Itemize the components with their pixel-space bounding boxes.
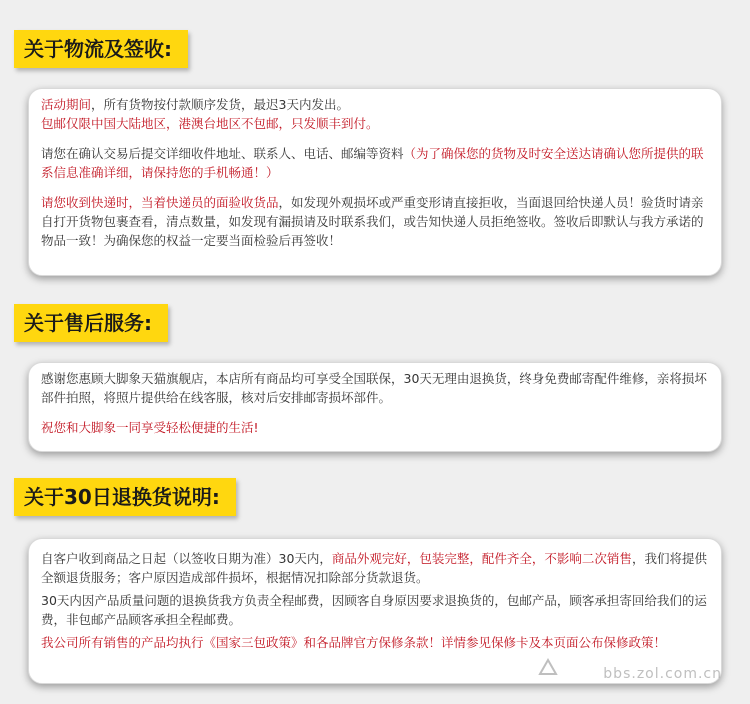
warranty-text: 感谢您惠顾大脚象天猫旗舰店，本店所有商品均可享受全国联保，30天无理由退换货，终身免费邮寄配件维修，亲将损坏部件拍照，将照片提供给在线客服，核对后安排邮寄损坏部件。	[41, 371, 707, 405]
inspect-on-delivery-note: 请您收到快递时，当着快递员的面验收货品	[41, 195, 279, 210]
returns-paragraph-1	[41, 549, 709, 587]
watermark-text: bbs.zol.com.cn	[603, 666, 722, 682]
address-request-text: 请您在确认交易后提交详细收件地址、联系人、电话、邮编等资料	[41, 146, 404, 161]
shipping-order-text: ，所有货物按付款顺序发货，最迟3天内发出。	[91, 97, 349, 112]
returns-paragraph-2: 30天内因产品质量问题的退换货我方负责全程邮费，因顾客自身原因要求退换货的，包邮产品，顾客承担寄回给我们的运费，非包邮产品顾客承担全程邮费。	[41, 593, 707, 627]
shipping-section-title: 关于物流及签收:	[14, 30, 188, 68]
inspection-instructions: ，如发现外观损坏或严重变形请直接拒收，当面退回给快递人员！验货时请亲自打开货物包裹查看，清点数量，如发现有漏损请及时联系我们，或告知快递人员拒绝签收。签收后即默认与我方承诺的物品一致！为确保您的权益一定要当面检验后再签收！	[41, 195, 704, 248]
return-conditions: 商品外观完好，包装完整，配件齐全，不影响二次销售	[331, 551, 632, 566]
after-sales-section-title: 关于售后服务:	[14, 304, 168, 342]
returns-section-title: 关于30日退换货说明:	[14, 478, 236, 516]
shipping-card	[28, 88, 722, 276]
forum-logo-icon	[536, 656, 560, 680]
after-sales-card	[28, 362, 722, 452]
free-shipping-note: 包邮仅限中国大陆地区，港澳台地区不包邮，只发顺丰到付。	[41, 116, 379, 131]
return-window-text: 自客户收到商品之日起（以签收日期为准）30天内，	[41, 551, 332, 566]
closing-wish: 祝您和大脚象一同享受轻松便捷的生活!	[41, 420, 259, 435]
shipping-paragraph-2	[41, 144, 709, 182]
refund-policy-text: ，我们将提供全额退货服务；客户原因造成部件损坏，根据情况扣除部分货款退货。	[41, 551, 707, 585]
warranty-policy-note: 我公司所有销售的产品均执行《国家三包政策》和各品牌官方保修条款！详情参见保修卡及本页面公布保修政策！	[41, 635, 667, 650]
shipping-paragraph-1	[41, 95, 709, 114]
shipping-paragraph-3	[41, 193, 709, 250]
contact-accuracy-note: （为了确保您的货物及时安全送达请确认您所提供的联系信息准确详细，请保持您的手机畅通！）	[41, 146, 704, 180]
activity-period-label: 活动期间	[41, 97, 92, 112]
returns-card	[28, 538, 722, 684]
